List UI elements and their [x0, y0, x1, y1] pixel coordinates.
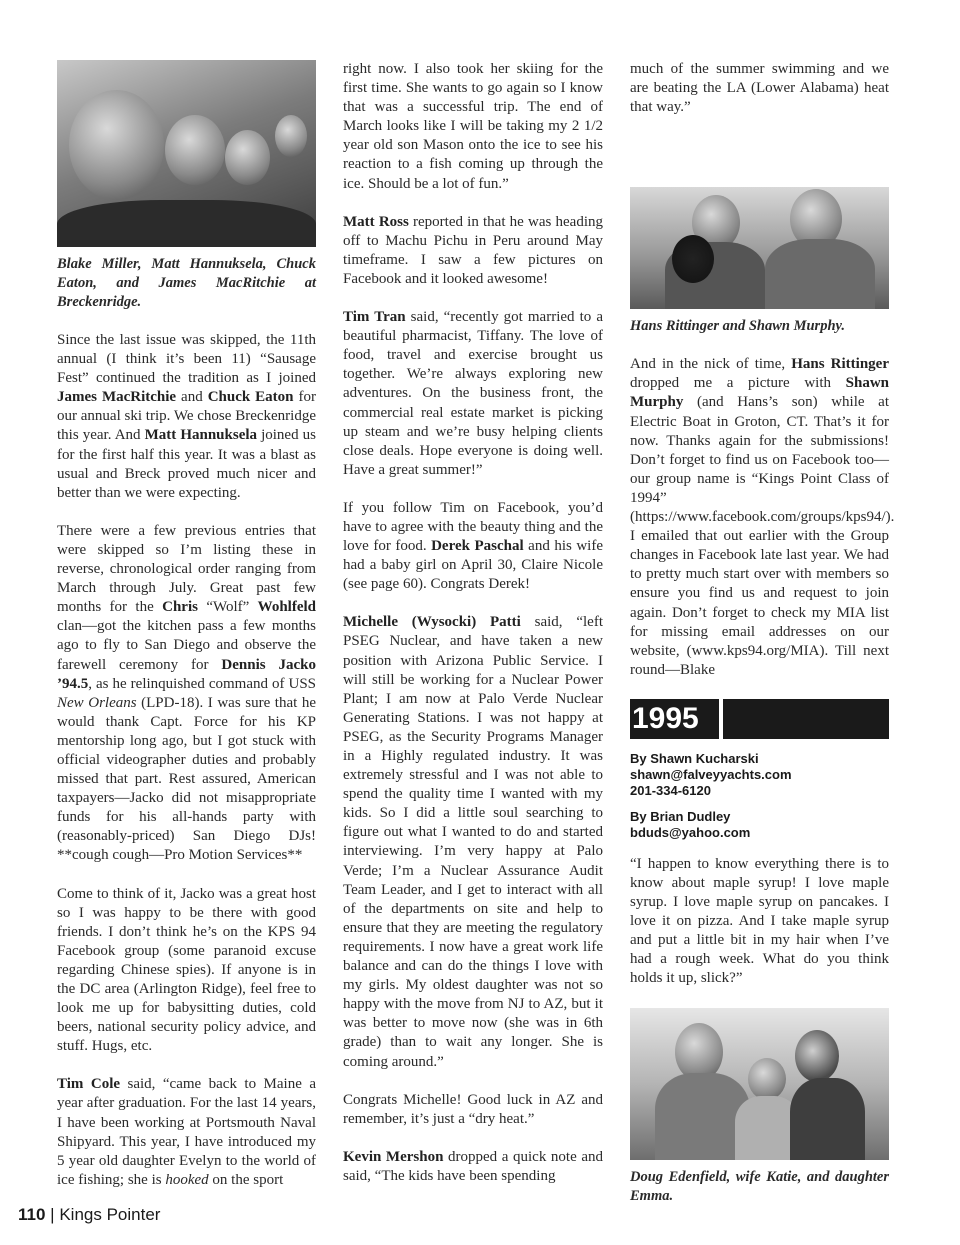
- footer-separator: |: [50, 1205, 55, 1224]
- paragraph: If you follow Tim on Facebook, you’d have to agree with the beauty thing and the love for food. Derek Paschal and his wife had a baby girl on April 30, Claire Nicole (see page 60). Congrats Derek!: [343, 499, 603, 593]
- photo-caption: Doug Edenfield, wife Katie, and daughter Emma.: [630, 1168, 889, 1204]
- paragraph: much of the summer swimming and we are beating the LA (Lower Alabama) heat that way.”: [630, 61, 889, 116]
- paragraph: Matt Ross reported in that he was heading off to Machu Pichu in Peru around May timeframe. I saw a few pictures on Facebook and it looked awesome!: [343, 213, 604, 287]
- paragraph: Michelle (Wysocki) Patti said, “left PSEG Nuclear, and have taken a new position with Arizona Public Service. I will still be working for a Nuclear Power Plant; I am now at Palo Verde Nuclear Generating Stations. I was not happy at PSEG, as the Security Programs Manager in a Highly regulated industry. It was extremely stressful and I was not able to spend the quality time I wanted with my kids. So I did a little soul searching to figure out what I wanted to do and started interviewing. I’m very happy at Palo Verde; I’m a Nuclear Assurance Audit Team Leader, and I get to interact with all of the departments on site and help to ensure that they are meeting the regulatory requirements. I now have a great work life balance and can do the things I love with my girls. My oldest daughter was not so happy with the move from NJ to AZ, but it was better to move now (she was in 6th grade) than to wait any longer. She is coming around.”: [343, 614, 604, 1070]
- page-number: 110: [18, 1205, 46, 1224]
- paragraph: Tim Cole said, “came back to Maine a year after graduation. For the last 14 years, I have been working at Portsmouth Naval Shipyard. This year, I have introduced my 5 year old daughter Evelyn to the world of ice fishing; she is hooked on the sport: [57, 1076, 317, 1188]
- column-2: [343, 60, 603, 1205]
- paragraph: There were a few previous entries that were skipped so I’m listing these in reverse, chronological order ranging from March through July. Great past few months for the Chris “Wolf” Wohlfeld clan—got the kitchen pass a few months ago to fly to San Diego and observe the farewell ceremony for Dennis Jacko ’94.5, as he relinquished command of USS New Orleans (LPD-18). I was sure that he would thank Capt. Force for his KP mentorship long ago, but I got stuck with official videographer duties and probably missed that part. Rest assured, American taxpayers—Jacko did not misappropriate funds for his all-hands party with (reasonably-priced) San Diego DJs! **cough cough—Pro Motion Services**: [57, 522, 317, 864]
- column-3: [630, 60, 895, 1225]
- hans-shawn-photo: [630, 187, 889, 309]
- paragraph: And in the nick of time, Hans Rittinger dropped me a picture with Shawn Murphy (and Hans’s son) while at Electric Boat in Groton, CT. That’s it for now. Thanks again for the submissions! Don’t forget to find us on Facebook too—our group name is “Kings Point Class of 1994” (https://www.facebook.com/groups/kps94/). I emailed that out earlier with the Group changes in Facebook late last year. We had to pretty much start over with members so ensure you find us and request to join again. Don’t forget to check my MIA list for missing email addresses on our website, (www.kps94.org/MIA). Till next round—Blake: [630, 356, 895, 678]
- paragraph: right now. I also took her skiing for the first time. She wants to go again so I know that was a successful trip. The end of March looks like I will be taking my 2 1/2 year old son Mason onto the ice to see his reaction to a fish coming up through the ice. Should be a lot of fun.”: [343, 61, 603, 192]
- paragraph: Congrats Michelle! Good luck in AZ and remember, it’s just a “dry heat.”: [343, 1091, 603, 1127]
- paragraph: Come to think of it, Jacko was a great host so I was happy to be there with good friends. I don’t think he’s on the KPS 94 Facebook group (some paranoid excuse regarding Chinese spies). If anyone is in the DC area (Arlington Ridge), feel free to look me up for babysitting duties, cold beers, national security policy advice, and stuff. Hugs, etc.: [57, 885, 316, 1055]
- edenfield-family-photo: [630, 1008, 889, 1160]
- ski-group-photo: [57, 60, 316, 247]
- paragraph: Kevin Mershon dropped a quick note and said, “The kids have been spending: [343, 1148, 603, 1184]
- page-footer: [18, 1205, 160, 1225]
- paragraph: Since the last issue was skipped, the 11th annual (I think it’s been 11) “Sausage Fest” continued the tradition as I joined James MacRitchie and Chuck Eaton for our annual ski trip. We chose Breckenridge this year. And Matt Hannuksela joined us for the first half this year. It was a blast as usual and Breck proved much nicer and better than we were expecting.: [57, 332, 316, 501]
- photo-caption: Blake Miller, Matt Hannuksela, Chuck Eaton, and James MacRitchie at Breckenridge.: [57, 256, 316, 310]
- photo-caption: Hans Rittinger and Shawn Murphy.: [630, 318, 846, 335]
- byline-shawn: By Shawn Kucharski shawn@falveyyachts.com 201-334-6120: [630, 751, 889, 799]
- paragraph: Tim Tran said, “recently got married to a beautiful pharmacist, Tiffany. The love of food, travel and exercise brought us together. We’re always exploring new adventures. On the business front, the commercial real estate market is picking up steam and we’re busy helping clients close deals. Hope everyone is doing well. Have a great summer!”: [343, 309, 603, 478]
- publication-name: Kings Pointer: [59, 1205, 161, 1224]
- email-link[interactable]: shawn@falveyyachts.com: [630, 766, 792, 782]
- paragraph: “I happen to know everything there is to know about maple syrup! I love maple syrup. I love maple syrup on pancakes. I love it on pizza. And I take maple syrup and put a little bit in my hair when I’ve had a rough week. What do you think holds it up, slick?”: [630, 855, 889, 987]
- column-1: [57, 60, 316, 1209]
- byline-brian: By Brian Dudley bduds@yahoo.com: [630, 809, 889, 841]
- class-year-header: [630, 699, 889, 739]
- class-year: 1995: [630, 699, 719, 739]
- email-link[interactable]: bduds@yahoo.com: [630, 824, 751, 840]
